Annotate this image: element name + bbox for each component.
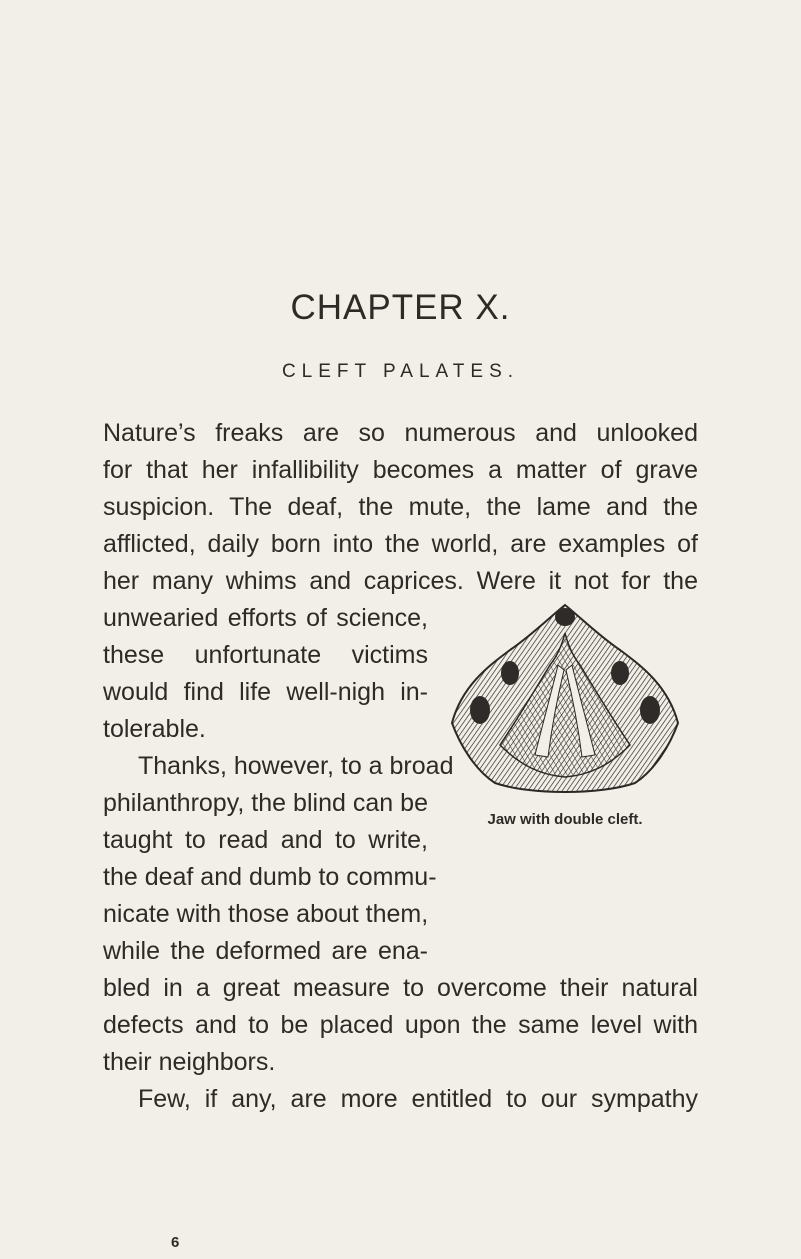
text-line: tolerable.	[103, 715, 206, 743]
text-line: the deaf and dumb to commu-	[103, 863, 437, 891]
text-line: unwearied efforts of science,	[103, 604, 428, 632]
text-line: taught to read and to write,	[103, 826, 428, 854]
text-line: her many whims and caprices. Were it not for the	[103, 567, 698, 595]
text-line: afflicted, daily born into the world, are examples of	[103, 530, 698, 558]
figure-caption: Jaw with double cleft.	[487, 811, 643, 828]
text-line: suspicion. The deaf, the mute, the lame and the	[103, 493, 698, 521]
text-line: while the deformed are ena-	[103, 937, 428, 965]
text-line: bled in a great measure to overcome their natural	[103, 974, 698, 1002]
text-line: defects and to be placed upon the same level with	[103, 1011, 698, 1039]
jaw-engraving-icon	[440, 595, 690, 795]
text-line: Thanks, however, to a broad	[138, 752, 454, 780]
text-line: Few, if any, are more entitled to our sympathy	[138, 1085, 698, 1113]
chapter-title: CHAPTER X.	[290, 288, 511, 327]
text-line: nicate with those about them,	[103, 900, 429, 928]
text-line: for that her infallibility becomes a matter of grave	[103, 456, 698, 484]
text-line: philanthropy, the blind can be	[103, 789, 428, 817]
text-line: these unfortunate victims	[103, 641, 428, 669]
text-line: would find life well-nigh in-	[103, 678, 428, 706]
text-line: their neighbors.	[103, 1048, 276, 1076]
text-line: Nature’s freaks are so numerous and unlooked	[103, 419, 698, 447]
section-title: CLEFT PALATES.	[281, 361, 520, 382]
page-number: 6	[171, 1234, 180, 1251]
